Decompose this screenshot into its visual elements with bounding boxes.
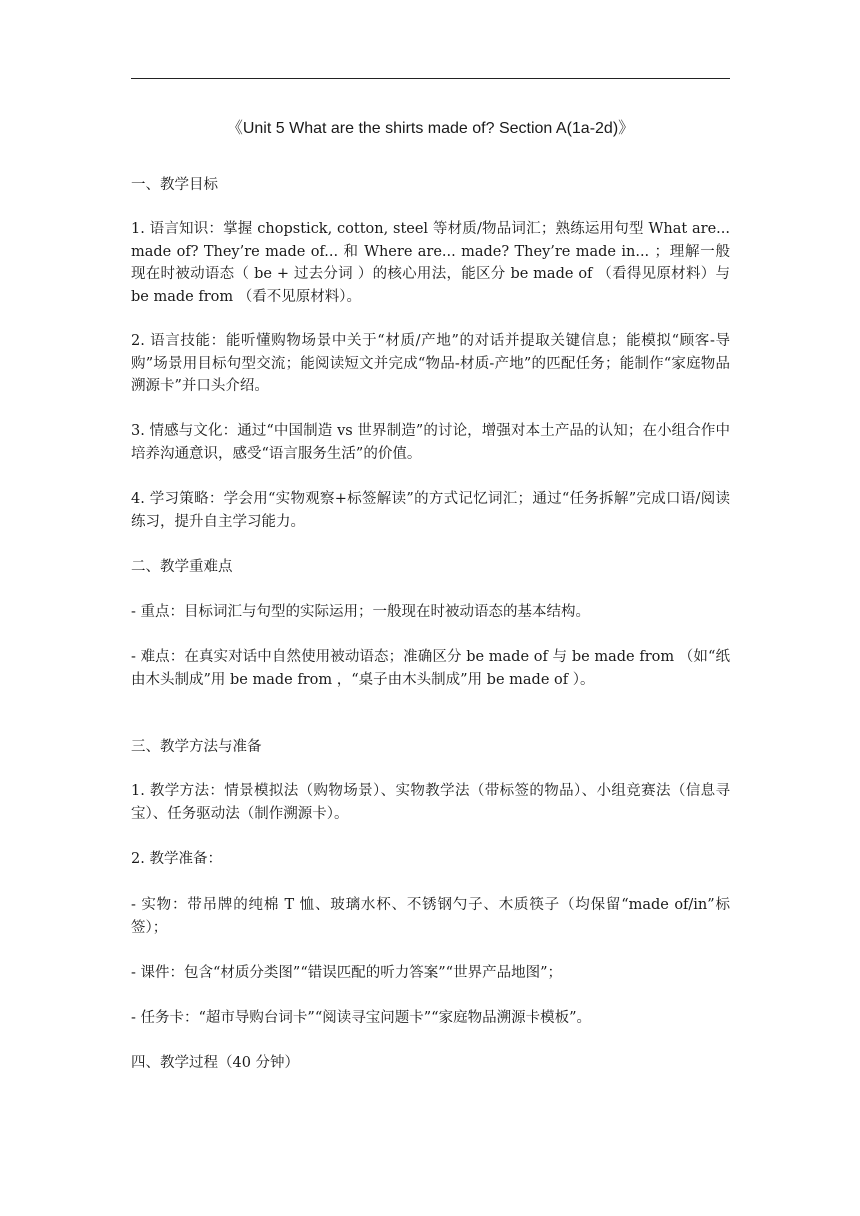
document-title: 《Unit 5 What are the shirts made of? Section A(1a-2d)》 — [226, 120, 635, 137]
section-heading-methods: 三、教学方法与准备 — [131, 739, 262, 755]
section-heading-objectives: 一、教学目标 — [131, 177, 218, 193]
paragraph-methods: 1. 教学方法：情景模拟法（购物场景）、实物教学法（带标签的物品）、小组竞赛法（信息寻宝）、任务驱动法（制作溯源卡）。 — [131, 783, 730, 822]
paragraph-objective-1: 1. 语言知识：掌握 chopstick, cotton, steel 等材质/物品词汇；熟练运用句型 What are... made of? They’re made of... 和 Where are... made? They’re made in... ；理解一般现在时被动语态（ be + 过去分词 ）的核心用法，能区分 be made of （看得见原材料）与 be made from （看不见原材料）。 — [131, 221, 730, 305]
section-heading-key-points: 二、教学重难点 — [131, 559, 233, 575]
paragraph-difficult-point: - 难点：在真实对话中自然使用被动语态；准确区分 be made of 与 be made from （如“纸由木头制成”用 be made from ，“桌子由木头制成”用 be made of ）。 — [131, 649, 730, 688]
paragraph-prep-objects: - 实物：带吊牌的纯棉 T 恤、玻璃水杯、不锈钢勺子、木质筷子（均保留“made of/in”标签）； — [131, 897, 730, 936]
paragraph-prep-task-cards: - 任务卡：“超市导购台词卡”“阅读寻宝问题卡”“家庭物品溯源卡模板”。 — [131, 1010, 591, 1026]
paragraph-objective-2: 2. 语言技能：能听懂购物场景中关于“材质/产地”的对话并提取关键信息；能模拟“顾客-导购”场景用目标句型交流；能阅读短文并完成“物品-材质-产地”的匹配任务；能制作“家庭物品溯源卡”并口头介绍。 — [131, 333, 730, 394]
paragraph-objective-4: 4. 学习策略：学会用“实物观察+标签解读”的方式记忆词汇；通过“任务拆解”完成口语/阅读练习，提升自主学习能力。 — [131, 491, 730, 530]
header-rule — [131, 78, 730, 79]
section-heading-process: 四、教学过程（40 分钟） — [131, 1055, 300, 1071]
paragraph-preparation: 2. 教学准备： — [131, 851, 222, 867]
paragraph-objective-3: 3. 情感与文化：通过“中国制造 vs 世界制造”的讨论，增强对本土产品的认知；在小组合作中培养沟通意识，感受“语言服务生活”的价值。 — [131, 423, 730, 462]
paragraph-prep-courseware: - 课件：包含“材质分类图”“错误匹配的听力答案”“世界产品地图”； — [131, 965, 562, 981]
paragraph-key-point: - 重点：目标词汇与句型的实际运用；一般现在时被动语态的基本结构。 — [131, 604, 591, 620]
